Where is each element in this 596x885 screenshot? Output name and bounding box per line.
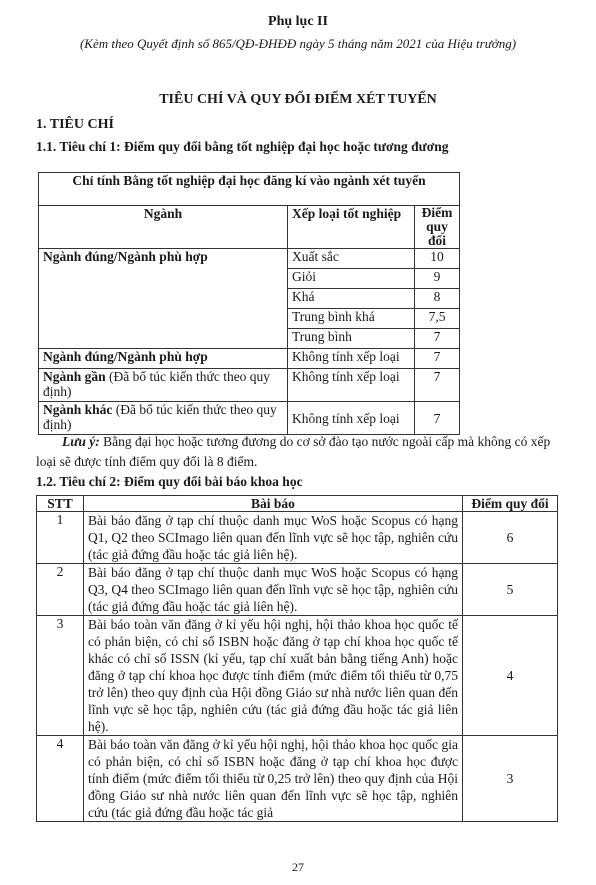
- table2-col-score: Điểm quy đổi: [463, 496, 558, 512]
- note-label: Lưu ý:: [62, 434, 100, 449]
- main-title: TIÊU CHÍ VÀ QUY ĐỔI ĐIỂM XÉT TUYỂN: [159, 92, 437, 107]
- table-row: [37, 616, 558, 736]
- section-1-2-heading: 1.2. Tiêu chí 2: Điểm quy đổi bài báo khoa học: [36, 474, 303, 489]
- table2-score: 6: [463, 512, 558, 564]
- page-number: 27: [292, 860, 304, 874]
- appendix-title: Phụ lục II: [268, 14, 328, 29]
- table1-rank: Xuất sắc: [288, 249, 415, 269]
- table-row: [39, 369, 460, 402]
- table2-article: Bài báo đăng ở tạp chí thuộc danh mục WoS hoặc Scopus có hạng Q1, Q2 theo SCImago liên quan đến lĩnh vực sẽ học tập, nghiên cứu (tác giả đứng đầu hoặc tác giả liên hệ).: [84, 512, 463, 564]
- table-row: [39, 349, 460, 369]
- table-row: [37, 564, 558, 616]
- section-1-1-heading: 1.1. Tiêu chí 1: Điểm quy đổi bằng tốt nghiệp đại học hoặc tương đương: [36, 139, 449, 154]
- table1-rank: Không tính xếp loại: [288, 349, 415, 369]
- table2-score: 4: [463, 616, 558, 736]
- table1-major: [39, 402, 288, 435]
- table1-score: 7,5: [415, 309, 460, 329]
- table1-col-score: Điểm quy đổi: [415, 206, 460, 249]
- major-note: (Đã bổ túc kiến thức theo quy định): [43, 369, 271, 399]
- table1-rank: Trung bình: [288, 329, 415, 349]
- table1-col-major: Ngành: [39, 206, 288, 249]
- table-row: [37, 736, 558, 822]
- degree-score-table: [38, 172, 460, 435]
- major-name: Ngành khác: [43, 402, 113, 417]
- table1-title: Chỉ tính Bằng tốt nghiệp đại học đăng kí vào ngành xét tuyển: [39, 173, 460, 206]
- table2-stt: 3: [37, 616, 84, 736]
- article-score-table: [36, 495, 558, 822]
- table1-major: Ngành đúng/Ngành phù hợp: [39, 349, 288, 369]
- table2-stt: 1: [37, 512, 84, 564]
- table1-rank: Trung bình khá: [288, 309, 415, 329]
- table-row: [39, 249, 460, 269]
- table1-rank: Giỏi: [288, 269, 415, 289]
- table2-stt: 4: [37, 736, 84, 822]
- note-text: Bằng đại học hoặc tương đương do cơ sở đào tạo nước ngoài cấp mà không có xếp loại sẽ được tính điểm quy đổi là 8 điểm.: [36, 434, 551, 469]
- table1-score: 7: [415, 369, 460, 402]
- table-row: [39, 402, 460, 435]
- table2-col-stt: STT: [37, 496, 84, 512]
- table1-col-rank: Xếp loại tốt nghiệp: [288, 206, 415, 249]
- table1-score: 8: [415, 289, 460, 309]
- table1-score: 7: [415, 402, 460, 435]
- table2-col-article: Bài báo: [84, 496, 463, 512]
- table-row: [37, 512, 558, 564]
- major-name: Ngành gần: [43, 369, 106, 384]
- table1-group1-major: Ngành đúng/Ngành phù hợp: [39, 249, 288, 349]
- table2-article: Bài báo đăng ở tạp chí thuộc danh mục WoS hoặc Scopus có hạng Q3, Q4 theo SCImago liên quan đến lĩnh vực sẽ học tập, nghiên cứu (tác giả đứng đầu hoặc tác giả liên hệ).: [84, 564, 463, 616]
- table1-score: 9: [415, 269, 460, 289]
- table1-rank: Khá: [288, 289, 415, 309]
- table1-rank: Không tính xếp loại: [288, 402, 415, 435]
- appendix-subtitle: (Kèm theo Quyết định số 865/QĐ-ĐHĐĐ ngày 5 tháng năm 2021 của Hiệu trưởng): [79, 36, 517, 51]
- table1-score: 10: [415, 249, 460, 269]
- table1-score: 7: [415, 349, 460, 369]
- table2-article: Bài báo toàn văn đăng ở kỉ yếu hội nghị, hội thảo khoa học quốc gia có phản biện, có chỉ số ISBN hoặc đăng ở tạp chí khoa học được tính điểm (mức điểm tối thiểu từ 0,25 trở lên) theo quy định của Hội đồng Giáo sư nhà nước liên quan đến lĩnh vực sẽ học tập, nghiên cứu (tác giả đứng đầu hoặc tác giả: [84, 736, 463, 822]
- note-paragraph: [36, 432, 556, 472]
- section-1-heading: 1. TIÊU CHÍ: [36, 117, 114, 132]
- table1-score: 7: [415, 329, 460, 349]
- table2-article: Bài báo toàn văn đăng ở kỉ yếu hội nghị, hội thảo khoa học quốc tế có phản biện, có chỉ số ISBN hoặc đăng ở tạp chí khoa học quốc tế khác có chỉ số ISSN (kỉ yếu, tạp chí xuất bản bằng tiếng Anh) hoặc đăng ở tạp chí khoa học được tính điểm (mức điểm tối thiểu từ 0,75 trở lên) theo quy định của Hội đồng Giáo sư nhà nước liên quan đến lĩnh vực sẽ học tập, nghiên cứu (tác giả đứng đầu hoặc tác giả liên hệ).: [84, 616, 463, 736]
- table2-stt: 2: [37, 564, 84, 616]
- table2-score: 5: [463, 564, 558, 616]
- table2-score: 3: [463, 736, 558, 822]
- table1-rank: Không tính xếp loại: [288, 369, 415, 402]
- table1-major: [39, 369, 288, 402]
- major-note: (Đã bổ túc kiến thức theo quy định): [43, 402, 277, 432]
